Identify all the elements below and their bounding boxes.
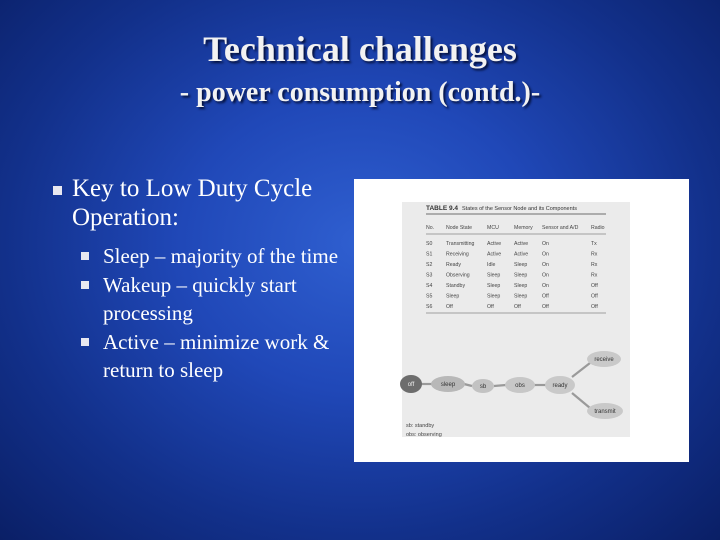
table-cell: On xyxy=(542,283,549,289)
table-cell: Rx xyxy=(591,272,598,279)
table-cell: Observing xyxy=(446,272,470,279)
sub-bullet-active xyxy=(45,328,355,384)
table-cell: Rx xyxy=(591,251,598,258)
table-caption: TABLE 9.4 xyxy=(426,205,459,212)
bullet-main-text: Key to Low Duty Cycle Operation: xyxy=(72,175,313,231)
table-cell: S3 xyxy=(426,272,433,279)
table-cell: Sleep xyxy=(514,262,528,268)
table-cell: Off xyxy=(591,293,598,300)
sub-bullet-sleep xyxy=(45,242,355,270)
sub-bullet-text: Active – minimize work & return to sleep xyxy=(103,330,330,382)
state-receive-label: receive xyxy=(594,357,614,363)
slide-title: Technical challenges xyxy=(203,29,517,69)
table-cell: Off xyxy=(514,304,521,310)
sub-bullet-wakeup xyxy=(45,271,355,327)
table-cell: Off xyxy=(487,304,494,310)
table-cell: Idle xyxy=(487,262,496,268)
table-cell: Rx xyxy=(591,262,598,268)
table-cell: Off xyxy=(542,304,549,310)
table-cell: S5 xyxy=(426,293,433,300)
table-cell: Active xyxy=(514,251,529,258)
table-cell: Active xyxy=(487,251,502,258)
state-off-label: off xyxy=(407,382,415,388)
square-bullet-icon xyxy=(81,281,89,289)
table-cell: Sleep xyxy=(487,272,501,279)
col-header: No. xyxy=(426,225,435,231)
sensor-node-states-figure xyxy=(354,179,689,462)
state-transmit-label: transmit xyxy=(594,409,616,415)
bullet-list xyxy=(45,174,355,385)
table-cell: Ready xyxy=(446,262,461,268)
table-cell: On xyxy=(542,251,549,258)
col-header: Sensor and A/D xyxy=(542,225,579,231)
table-cell: Tx xyxy=(591,241,597,247)
slide-subtitle: - power consumption (contd.)- xyxy=(179,77,541,108)
table-cell: Sleep xyxy=(446,293,460,300)
edge-ready-transmit xyxy=(572,393,590,408)
square-bullet-icon xyxy=(81,338,89,346)
legend-standby: sb: standby xyxy=(406,423,435,429)
state-sleep-label: sleep xyxy=(440,382,456,388)
sub-bullet-text: Sleep – majority of the time xyxy=(103,244,339,268)
edge-ready-receive xyxy=(572,363,590,377)
sub-bullet-text: Wakeup – quickly start processing xyxy=(103,273,297,325)
state-obs-label: obs xyxy=(515,383,525,389)
table-cell: Sleep xyxy=(514,283,528,289)
table-cell: Off xyxy=(591,304,598,310)
table-cell: Sleep xyxy=(487,283,501,289)
table-cell: Sleep xyxy=(514,272,528,279)
sub-bullet-list xyxy=(45,242,355,384)
table-cell: S2 xyxy=(426,262,433,268)
table-cell: S6 xyxy=(426,304,433,310)
table-cell: S4 xyxy=(426,283,433,289)
table-cell: Active xyxy=(487,241,502,247)
table-cell: Off xyxy=(591,283,598,289)
square-bullet-icon xyxy=(53,186,62,195)
table-cell: Standby xyxy=(446,283,466,289)
table-cell: Receiving xyxy=(446,251,469,258)
table-cell: S1 xyxy=(426,251,433,258)
edge-sb-obs xyxy=(494,385,506,386)
col-header: MCU xyxy=(487,225,499,231)
table-cell: On xyxy=(542,241,549,247)
table-cell: Off xyxy=(446,304,453,310)
col-header: Node State xyxy=(446,225,472,231)
table-caption-title: States of the Sensor Node and its Components xyxy=(462,206,577,212)
figure-svg xyxy=(354,179,689,462)
state-ready-label: ready xyxy=(552,383,568,389)
bullet-main xyxy=(45,174,355,232)
col-header: Radio xyxy=(591,225,605,231)
table-cell: S0 xyxy=(426,241,433,247)
table-cell: On xyxy=(542,262,549,268)
legend-observing: obs: observing xyxy=(406,432,442,438)
table-cell: Active xyxy=(514,241,529,247)
col-header: Memory xyxy=(514,225,533,231)
table-cell: Transmitting xyxy=(446,241,475,247)
table-cell: Sleep xyxy=(487,293,501,300)
table-cell: Sleep xyxy=(514,293,528,300)
table-rows xyxy=(426,241,598,310)
edge-sleep-sb xyxy=(464,384,472,386)
square-bullet-icon xyxy=(81,252,89,260)
table-cell: Off xyxy=(542,293,549,300)
table-cell: On xyxy=(542,272,549,279)
state-sb-label: sb xyxy=(479,384,487,390)
